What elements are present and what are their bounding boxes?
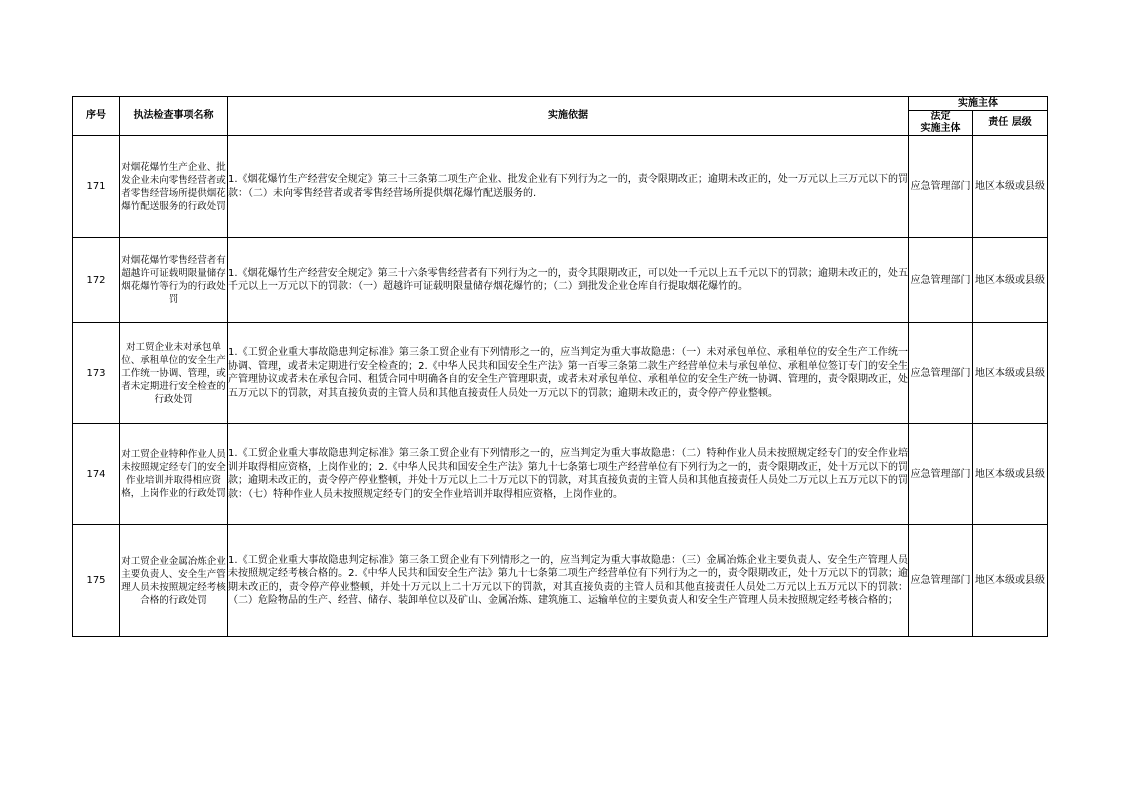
table-row xyxy=(73,238,1048,323)
row-basis: 1.《工贸企业重大事故隐患判定标准》第三条工贸企业有下列情形之一的，应当判定为重大事故隐患：（二）特种作业人员未按照规定经专门的安全作业培训并取得相应资格，上岗作业的；2.《中华人民共和国安全生产法》第九十七条第七项生产经营单位有下列行为之一的，责令限期改正，处十万元以下的罚款；逾期未改正的，责令停产停业整顿，并处十万元以上二十万元以下的罚款，对其直接负责的主管人员和其他直接责任人员处二万元以上五万元以下的罚款：（七）特种作业人员未按照规定经专门的安全作业培训并取得相应资格，上岗作业的。 xyxy=(228,424,909,525)
row-item-name: 对工贸企业特种作业人员未按照规定经专门的安全作业培训并取得相应资格，上岗作业的行政处罚 xyxy=(120,424,228,525)
row-item-name: 对工贸企业金属冶炼企业主要负责人、安全生产管理人员未按照规定经考核合格的行政处罚 xyxy=(120,525,228,637)
row-item-name: 对烟花爆竹生产企业、批发企业未向零售经营者或者零售经营场所提供烟花爆竹配送服务的行政处罚 xyxy=(120,136,228,238)
row-basis: 1.《工贸企业重大事故隐患判定标准》第三条工贸企业有下列情形之一的，应当判定为重大事故隐患：（三）金属冶炼企业主要负责人、安全生产管理人员未按照规定经考核合格的。2.《中华人民共和国安全生产法》第九十七条第二项生产经营单位有下列行为之一的，责令限期改正，处十万元以下的罚款；逾期未改正的，责令停产停业整顿，并处十万元以上二十万元以下的罚款，对其直接负责的主管人员和其他直接责任人员处二万元以上五万元以下的罚款：（二）危险物品的生产、经营、储存、装卸单位以及矿山、金属冶炼、建筑施工、运输单位的主要负责人和安全生产管理人员未按照规定经考核合格的； xyxy=(228,525,909,637)
row-level: 地区本级或县级 xyxy=(973,136,1048,238)
row-level: 地区本级或县级 xyxy=(973,424,1048,525)
table-row xyxy=(73,323,1048,424)
row-seq: 174 xyxy=(73,424,120,525)
table-row xyxy=(73,424,1048,525)
row-item-name: 对工贸企业未对承包单位、承租单位的安全生产工作统一协调、管理，或者未定期进行安全检查的行政处罚 xyxy=(120,323,228,424)
row-seq: 173 xyxy=(73,323,120,424)
table-row xyxy=(73,525,1048,637)
header-item-name: 执法检查事项名称 xyxy=(120,97,228,136)
row-subject: 应急管理部门 xyxy=(909,136,973,238)
table-row xyxy=(73,136,1048,238)
row-subject: 应急管理部门 xyxy=(909,424,973,525)
row-basis: 1.《烟花爆竹生产经营安全规定》第三十三条第二项生产企业、批发企业有下列行为之一的，责令限期改正；逾期未改正的，处一万元以上三万元以下的罚款：（二）未向零售经营者或者零售经营场所提供烟花爆竹配送服务的. xyxy=(228,136,909,238)
row-level: 地区本级或县级 xyxy=(973,323,1048,424)
row-basis: 1.《工贸企业重大事故隐患判定标准》第三条工贸企业有下列情形之一的，应当判定为重大事故隐患：（一）未对承包单位、承租单位的安全生产工作统一协调、管理，或者未定期进行安全检查的；2.《中华人民共和国安全生产法》第一百零三条第二款生产经营单位未与承包单位、承租单位签订专门的安全生产管理协议或者未在承包合同、租赁合同中明确各自的安全生产管理职责，或者未对承包单位、承租单位的安全生产统一协调、管理的，责令限期改正，处五万元以下的罚款，对其直接负责的主管人员和其他直接责任人员处一万元以下的罚款；逾期未改正的，责令停产停业整顿。 xyxy=(228,323,909,424)
row-level: 地区本级或县级 xyxy=(973,525,1048,637)
row-seq: 175 xyxy=(73,525,120,637)
header-level: 责任 层级 xyxy=(973,111,1048,136)
row-basis: 1.《烟花爆竹生产经营安全规定》第三十六条零售经营者有下列行为之一的，责令其限期改正，可以处一千元以上五千元以下的罚款；逾期未改正的，处五千元以上一万元以下的罚款：（一）超越许可证载明限量储存烟花爆竹的；（二）到批发企业仓库自行提取烟花爆竹的。 xyxy=(228,238,909,323)
row-subject: 应急管理部门 xyxy=(909,238,973,323)
row-seq: 172 xyxy=(73,238,120,323)
enforcement-items-table xyxy=(72,96,1048,637)
row-level: 地区本级或县级 xyxy=(973,238,1048,323)
row-subject: 应急管理部门 xyxy=(909,525,973,637)
row-subject: 应急管理部门 xyxy=(909,323,973,424)
header-subject-group: 实施主体 xyxy=(909,97,1048,111)
header-basis: 实施依据 xyxy=(228,97,909,136)
row-seq: 171 xyxy=(73,136,120,238)
row-item-name: 对烟花爆竹零售经营者有超越许可证载明限量储存烟花爆竹等行为的行政处罚 xyxy=(120,238,228,323)
header-legal-subject: 法定 实施主体 xyxy=(909,111,973,136)
header-seq: 序号 xyxy=(73,97,120,136)
